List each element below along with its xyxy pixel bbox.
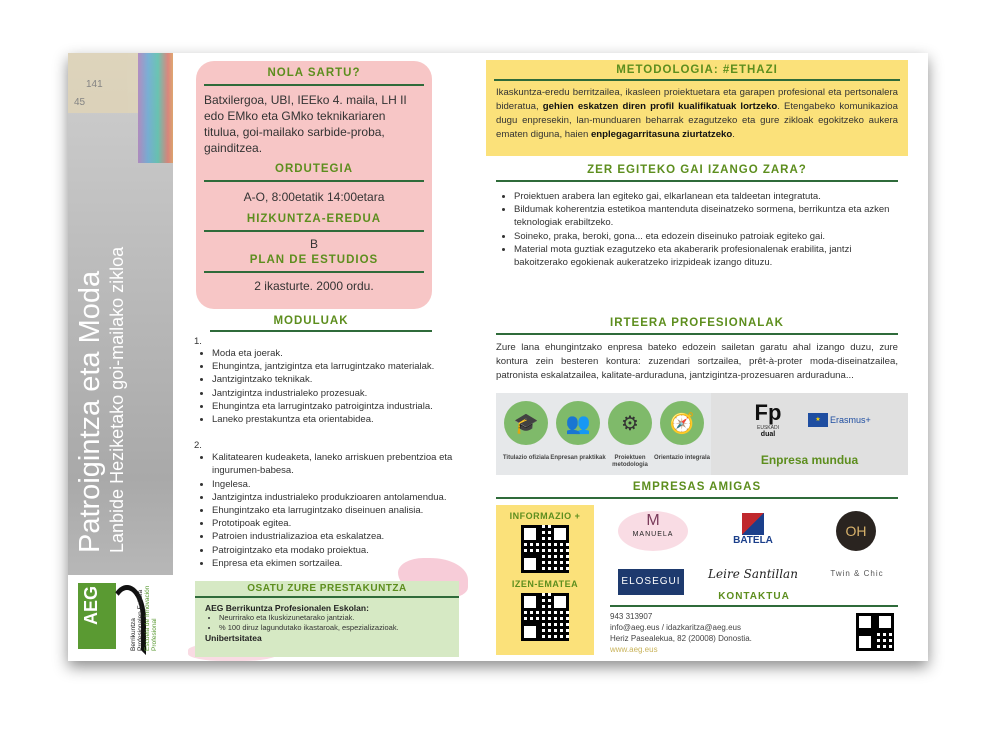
list-item: • % 100 diruz lagundutako ikastaroak, espezializazioak. <box>219 623 459 633</box>
zer-section <box>496 164 898 269</box>
info-box <box>196 61 432 309</box>
second-year-list <box>194 451 466 570</box>
kontaktua-title: KONTAKTUA <box>718 591 790 602</box>
metodologia-box <box>486 60 908 156</box>
list-item: • Bildumak koherentzia estetikoa mantenduta diseinatzeko sormena, berrikuntza eta azken teknologiak erabiltzeko. <box>514 203 898 229</box>
irteera-section <box>496 317 898 383</box>
brand-logo-leire-santillan: Leire Santillan <box>708 567 798 581</box>
list-item: • Moda eta joerak. <box>212 347 466 360</box>
list-item: • Soineko, praka, beroki, gona... eta edozein diseinuko patroiak egiteko gai. <box>514 230 898 243</box>
osatu-title: OSATU ZURE PRESTAKUNTZA <box>247 583 407 594</box>
features-panel <box>496 393 711 475</box>
kontaktua-section <box>610 591 898 607</box>
hizkuntza-title: HIZKUNTZA-EREDUA <box>246 213 382 225</box>
list-item: • Ingelesa. <box>212 478 466 491</box>
ordutegia-text: A-O, 8:00etatik 14:00etara <box>243 190 385 204</box>
eu-flag-icon: ★ <box>808 413 828 427</box>
info-label: INFORMAZIO + <box>509 511 581 521</box>
brand-logo-manuela: M MANUELA <box>618 511 688 551</box>
list-item: • Kalitatearen kudeaketa, laneko arriskuen prebentzioa eta ingurumen-babesa. <box>212 451 466 477</box>
brand-logo-batela: BATELA <box>728 513 778 546</box>
phone-number: 943 313907 <box>610 612 653 621</box>
moduluak-list <box>194 336 466 570</box>
list-item: • Material mota guztiak ezagutzeko eta akaberarik profesionalenak erabilita, jantzi bakoitzerako egokienak aukeratzeko irizpideak izango dituzu. <box>514 243 898 269</box>
aeg-logo-mark: AEG <box>78 583 116 649</box>
empresas-section <box>496 481 898 499</box>
brochure-sheet <box>68 53 928 661</box>
list-item: • Patroien industrializazioa eta eskalatzea. <box>212 530 466 543</box>
fp-euskadi-dual-logo: Fp EUSKADI dual <box>754 400 782 438</box>
year-number: 2. <box>194 440 202 452</box>
osatu-tail: Unibertsitatea <box>205 633 262 643</box>
measuring-tape-image <box>68 53 138 113</box>
izen-label: IZEN-EMATEA <box>511 579 579 589</box>
zer-list <box>496 190 898 269</box>
brand-logo-oh: OH <box>836 511 876 551</box>
osatu-list <box>195 613 459 633</box>
contact-qr-box <box>496 505 594 655</box>
list-item: • Patroigintzako eta modako proiektua. <box>212 544 466 557</box>
business-icon: 👥 <box>556 401 600 445</box>
vertical-title <box>74 247 128 553</box>
osatu-lead: AEG Berrikuntza Profesionalen Eskolan: <box>205 603 369 613</box>
osatu-box <box>195 581 459 657</box>
nola-text: Batxilergoa, UBI, IEEko 4. maila, LH II edo EMko eta GMko teknikariaren titulua, goi-mailako sarbide-proba, gainditzea. <box>204 93 407 155</box>
izen-qr-code[interactable] <box>521 593 569 641</box>
year-number: 1. <box>194 336 202 347</box>
feature-label: Titulazio ofiziala <box>502 455 550 461</box>
list-item: • Enpresa eta ekimen sortzailea. <box>212 557 466 570</box>
list-item: • Proiektuen arabera lan egiteko gai, elkarlanean eta taldeetan integratuta. <box>514 190 898 203</box>
features-band <box>496 393 908 475</box>
metodologia-text: Ikaskuntza-eredu berritzailea, ikasleen proiektuetara eta garapen profesional eta pertsonalera bideratua, gehien eskatzen diren profil kualifikatuak lortzeko. Etengabeko komunikazioa dugu enpresekin, lan-munduaren beharrak ezagutzeko eta gure zikloak egokitzeko aukera ematen diguna, haien enplegagarritasuna ziurtatzeko. <box>496 87 898 140</box>
moduluak-section <box>190 315 432 332</box>
brand-logo-elosegui: ELOSEGUI <box>618 569 684 595</box>
brand-logo-twin-chic: Twin & Chic <box>830 569 884 578</box>
empresas-title: EMPRESAS AMIGAS <box>632 481 762 493</box>
irteera-title: IRTEERA PROFESIONALAK <box>610 317 784 329</box>
list-item: • Ehungintza, jantzigintza eta larrugintzako materialak. <box>212 360 466 373</box>
list-item: • Ehungintza eta larrugintzako patroigintza industriala. <box>212 400 466 413</box>
feature-label: Proiektuen metodologia <box>612 455 648 468</box>
list-item: • Ehungintzako eta larrugintzako diseinuen analisia. <box>212 504 466 517</box>
plan-title: PLAN DE ESTUDIOS <box>249 254 379 266</box>
cycle-title: Patroigintza eta Moda <box>74 270 106 553</box>
irteera-text: Zure lana ehungintzako enpresa bateko edozein sailetan garatu ahal izango duzu, zure kontura zein besteren kontura: zuzendari sortzailea, prêt-à-proter moda-diseinatzailea, patronista eskalatzailea, kalitate-arduraduna, jantzigintza-prozesuaren arduraduna... <box>496 342 898 381</box>
footer-qr-code[interactable] <box>856 613 894 651</box>
cycle-subtitle: Lanbide Heziketako goi-mailako zikloa <box>107 246 127 553</box>
list-item: • Jantzigintza industrialeko prozesuak. <box>212 387 466 400</box>
list-item: • Jantzigintzako teknikak. <box>212 373 466 386</box>
logo-text: Berrikuntza Profesionalen Eskola Escuela de Innovación Profesional <box>130 585 158 651</box>
graduation-cap-icon: 🎓 <box>504 401 548 445</box>
feature-label: Orientazio integrala <box>653 455 710 461</box>
contact-details <box>610 611 752 655</box>
color-swatch-image <box>138 53 173 163</box>
zer-title: ZER EGITEKO GAI IZANGO ZARA? <box>587 164 807 176</box>
list-item: • Jantzigintza industrialeko produkzioaren antolamendua. <box>212 491 466 504</box>
moduluak-title: MODULUAK <box>273 315 349 327</box>
left-banner <box>68 53 173 661</box>
hizkuntza-text: B <box>309 237 318 251</box>
list-item: • Prototipoak egitea. <box>212 517 466 530</box>
aeg-logo <box>68 575 173 661</box>
info-qr-code[interactable] <box>521 525 569 573</box>
feature-label: Enpresan praktikak <box>550 455 606 461</box>
email-link[interactable]: info@aeg.eus / idazkaritza@aeg.eus <box>610 623 741 632</box>
erasmus-logo: Erasmus+ <box>830 415 871 425</box>
gears-icon: ⚙ <box>608 401 652 445</box>
ordutegia-title: ORDUTEGIA <box>275 163 353 175</box>
website-link[interactable]: www.aeg.eus <box>610 645 658 654</box>
list-item: • Laneko prestakuntza eta orientabidea. <box>212 413 466 426</box>
metodologia-title: METODOLOGIA: #ETHAZI <box>616 64 778 76</box>
tape-number: 45 <box>74 97 86 108</box>
nola-title: NOLA SARTU? <box>267 67 361 79</box>
first-year-list <box>194 347 466 426</box>
tape-number: 141 <box>86 79 103 90</box>
compass-icon: 🧭 <box>660 401 704 445</box>
enpresa-mundua: Enpresa mundua <box>760 453 859 467</box>
list-item: • Neurrirako eta Ikuskizunetarako jantziak. <box>219 613 459 623</box>
plan-text: 2 ikasturte. 2000 ordu. <box>254 279 374 293</box>
address: Heriz Pasealekua, 82 (20008) Donostia. <box>610 634 752 643</box>
